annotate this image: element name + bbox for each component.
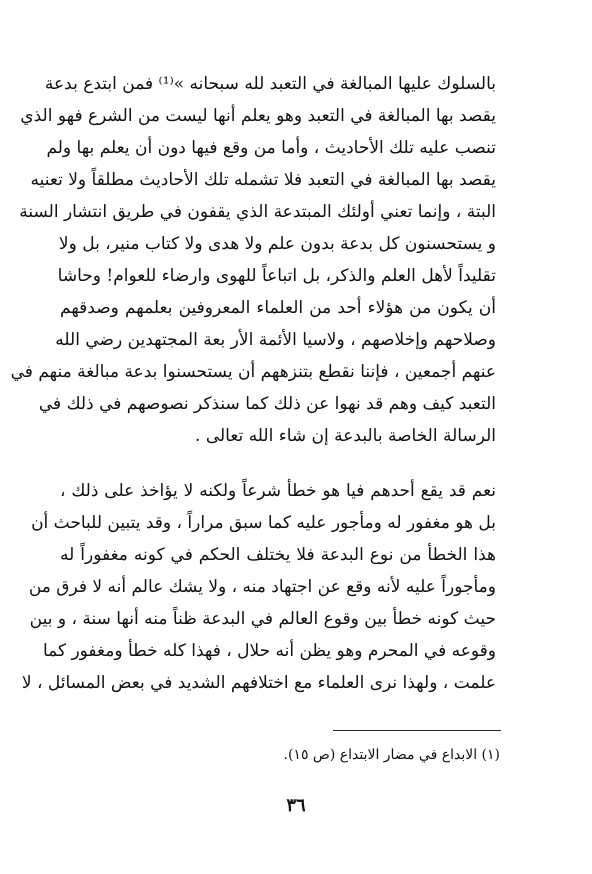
paragraph-2 bbox=[21, 475, 496, 699]
text-line: التعبد كيف وهم قد نهوا عن ذلك كما سنذكر نصوصهم في ذلك في bbox=[38, 394, 496, 414]
text-line: و يستحسنون كل بدعة بدون علم ولا هدى ولا كتاب منير، بل ولا bbox=[58, 234, 496, 254]
text-line: يقصد بها المبالغة في التعبد وهو يعلم أنها ليست من الشرع فهو الذي bbox=[20, 106, 496, 126]
text-line: هذا الخطأ من نوع البدعة فلا يختلف الحكم في كونه مغفوراً له bbox=[60, 545, 496, 565]
text-line: حيث كونه خطأ بين وقوع العالم في البدعة ظناً منه أنها سنة ، و بين bbox=[29, 609, 496, 629]
text-line: البتة ، وإنما تعني أولئك المبتدعة الذي يقفون في طريق انتشار السنة bbox=[19, 202, 496, 222]
text-line: بالسلوك عليها المبالغة في التعبد لله سبحانه »⁽¹⁾ فمن ابتدع بدعة bbox=[44, 74, 496, 94]
text-line: ومأجوراً عليه لأنه وقع عن اجتهاد منه ، ولا يشك عالم أنه لا فرق من bbox=[28, 577, 496, 597]
text-line: بل هو مغفور له ومأجور عليه كما سبق مراراً ، وقد يتبين للباحث أن bbox=[31, 513, 496, 533]
paragraph-1 bbox=[10, 68, 496, 452]
text-line: عنهم أجمعين ، فإننا نقطع بتنزههم أن يستحسنوا بدعة مبالغة منهم في bbox=[10, 362, 496, 382]
text-line: الرسالة الخاصة بالبدعة إن شاء الله تعالى . bbox=[195, 426, 496, 446]
text-line: يقصد بها المبالغة في التعبد فلا تشمله تلك الأحاديث مطلقاً ولا تعنيه bbox=[30, 170, 496, 190]
text-line: وصلاحهم وإخلاصهم ، ولاسيا الأئمة الأر بعة المجتهدين رضي الله bbox=[55, 330, 496, 350]
text-line: وقوعه في المحرم وهو يظن أنه حلال ، فهذا كله خطأ ومغفور كما bbox=[42, 641, 496, 661]
text-line: تنصب عليه تلك الأحاديث ، وأما من وقع فيها دون أن يعلم بها ولم bbox=[46, 138, 496, 158]
text-line: علمت ، ولهذا نرى العلماء مع اختلافهم الشديد في بعض المسائل ، لا bbox=[21, 673, 496, 693]
footnote: (١) الابداع في مضار الابتداع (ص ١٥). bbox=[283, 747, 500, 763]
page-number: ٣٦ bbox=[286, 795, 306, 816]
text-line: تقليداً لأهل العلم والذكر، بل اتباعاً للهوى وارضاء للعوام! وحاشا bbox=[57, 266, 496, 286]
text-line: نعم قد يقع أحدهم فيا هو خطأ شرعاً ولكنه لا يؤاخذ على ذلك ، bbox=[60, 481, 496, 501]
text-line: أن يكون من هؤلاء أحد من العلماء المعروفين بعلمهم وصدقهم bbox=[60, 298, 496, 318]
footnote-divider bbox=[333, 730, 501, 731]
